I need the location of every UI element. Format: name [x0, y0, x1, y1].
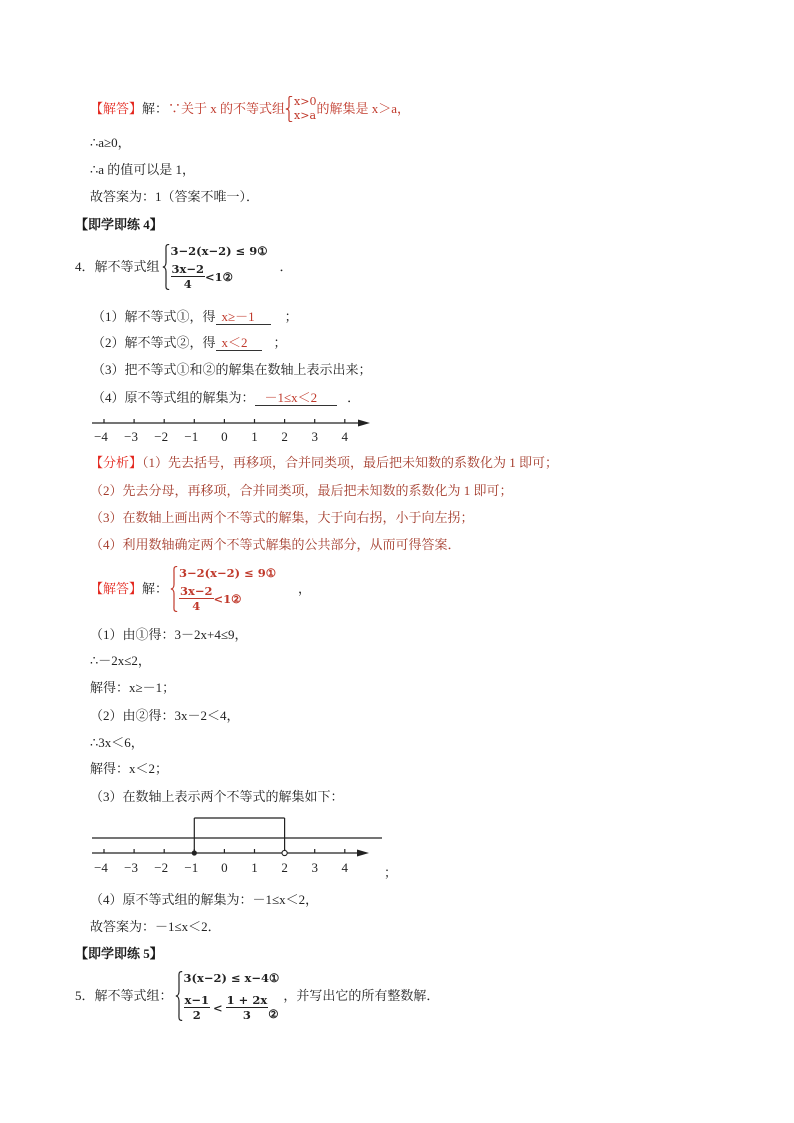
inequality-system — [285, 96, 316, 122]
solution-line: （3）在数轴上表示两个不等式的解集如下： — [90, 789, 344, 804]
fraction-denominator: 2 — [192, 1008, 201, 1022]
step-1 — [92, 309, 298, 325]
tick-label: 4 — [341, 429, 349, 444]
system-row-2: x>a — [294, 109, 317, 122]
axis-arrow-icon — [358, 420, 370, 427]
tick-label: −4 — [94, 860, 108, 875]
analysis-text: （1）先去括号，再移项，合并同类项，最后把未知数的系数化为 1 即可； — [142, 455, 559, 470]
fraction — [171, 263, 206, 290]
step-answer: x≥－1 — [216, 310, 271, 325]
step-4 — [92, 390, 360, 406]
practice-heading: 【即学即练 4】 — [75, 217, 163, 232]
answer-intro: 解： — [142, 101, 169, 116]
fraction-numerator: 1 + 2x — [226, 993, 268, 1007]
comparison-operator: < — [213, 1000, 223, 1015]
problem-prompt: 解不等式组： — [94, 988, 173, 1003]
solution-line: （1）由①得：3－2x+4≤9， — [90, 627, 248, 642]
answer-line: 故答案为：1（答案不唯一）． — [90, 189, 260, 204]
system-rows — [171, 244, 268, 290]
step-answer: x＜2 — [216, 336, 262, 351]
left-brace-icon — [162, 244, 170, 290]
tick-label: 3 — [311, 860, 318, 875]
system-row-2 — [171, 263, 268, 290]
closed-dot — [192, 850, 197, 855]
analysis-line-1 — [90, 455, 558, 471]
number-line-trailing-mark: ； — [384, 865, 398, 880]
inequality-system — [162, 244, 268, 290]
system-row-1: x>0 — [294, 95, 317, 108]
system-row-2-rest: <1② — [205, 269, 233, 284]
solution-line: 解得：x≥－1； — [90, 680, 176, 695]
tick-label: −4 — [94, 429, 108, 444]
system-row-1: 3−2(x−2) ≤ 9① — [170, 244, 268, 258]
problem-suffix: ，并写出它的所有整数解． — [283, 988, 440, 1003]
system-rows — [184, 971, 280, 1021]
solution-header-end: ， — [298, 581, 312, 596]
left-brace-icon — [285, 96, 293, 122]
system-row-2 — [179, 585, 276, 612]
analysis-label: 【分析】 — [90, 455, 143, 470]
solution-line: 解得：x＜2； — [90, 761, 169, 776]
solution-line: （2）由②得：3x－2＜4， — [90, 708, 240, 723]
system-rows — [294, 96, 316, 122]
prev-answer-line — [90, 95, 410, 123]
fraction-left — [184, 994, 211, 1021]
step-2 — [92, 335, 287, 351]
left-brace-icon — [170, 566, 178, 612]
open-dot — [282, 850, 287, 855]
fraction-denominator: 3 — [242, 1008, 251, 1022]
tick-label: 1 — [251, 429, 258, 444]
solution-intro: 解： — [142, 581, 169, 596]
fraction-denominator: 4 — [192, 599, 201, 613]
tick-label: 1 — [251, 860, 258, 875]
step-text: （1）解不等式①，得 — [92, 309, 216, 324]
inequality-system — [170, 566, 276, 612]
tick-label: 2 — [281, 429, 288, 444]
step-end: ； — [273, 335, 287, 350]
system-row-2 — [184, 994, 280, 1021]
left-brace-icon — [175, 971, 183, 1021]
answer-line: ∴a 的值可以是 1， — [90, 162, 196, 177]
system-row-1: 3(x−2) ≤ x−4① — [183, 971, 280, 985]
tick-label: 0 — [221, 860, 228, 875]
answer-line: ∴a≥0， — [90, 135, 131, 150]
step-end: ； — [284, 309, 298, 324]
fraction-right — [226, 994, 269, 1021]
problem-4-statement — [75, 243, 293, 291]
fraction-denominator: 4 — [183, 277, 192, 291]
statement-end: ． — [279, 259, 293, 274]
problem-prompt: 解不等式组 — [94, 259, 160, 274]
tick-label: −2 — [154, 429, 169, 444]
solution-final-line: 故答案为：－1≤x＜2． — [90, 919, 221, 934]
system-rows — [179, 566, 276, 612]
solution-final-line: （4）原不等式组的解集为：－1≤x＜2， — [90, 892, 319, 907]
inequality-marker: ② — [268, 1006, 279, 1021]
tick-label: −3 — [124, 860, 139, 875]
problem-5-statement — [75, 970, 439, 1022]
tick-label: 3 — [311, 429, 318, 444]
fraction-numerator: 3x−2 — [171, 262, 205, 276]
solution-line: ∴－2x≤2， — [90, 653, 151, 668]
inequality-system — [175, 971, 280, 1021]
answer-lead: ∵关于 x 的不等式组 — [168, 101, 286, 116]
tick-label: 2 — [281, 860, 288, 875]
problem-number: 5． — [75, 988, 95, 1003]
tick-label: 4 — [341, 860, 349, 875]
solution-line: ∴3x＜6， — [90, 735, 144, 750]
step-text: （3）把不等式①和②的解集在数轴上表示出来； — [92, 362, 372, 377]
fraction-numerator: 3x−2 — [180, 584, 213, 598]
tick-label: −1 — [184, 429, 199, 444]
tick-label: −2 — [154, 860, 169, 875]
solution-header — [90, 565, 311, 613]
problem-number: 4． — [75, 259, 95, 274]
analysis-line: （4）利用数轴确定两个不等式解集的公共部分，从而可得答案． — [90, 537, 461, 552]
step-answer: －1≤x＜2 — [255, 391, 338, 406]
system-row-1: 3−2(x−2) ≤ 9① — [179, 566, 277, 580]
solution-label: 【解答】 — [90, 581, 143, 596]
analysis-line: （2）先去分母，再移项，合并同类项，最后把未知数的系数化为 1 即可； — [90, 483, 513, 498]
axis-arrow-icon — [357, 850, 369, 857]
number-line — [85, 410, 375, 448]
solution-number-line — [85, 810, 390, 876]
fraction-numerator: x−1 — [184, 993, 210, 1007]
step-text: （4）原不等式组的解集为： — [92, 390, 255, 405]
step-text: （2）解不等式②，得 — [92, 335, 216, 350]
tick-label: −3 — [124, 429, 139, 444]
system-row-2-rest: <1② — [213, 591, 242, 606]
answer-tail: 的解集是 x＞a， — [316, 101, 410, 116]
tick-label: −1 — [184, 860, 199, 875]
fraction — [179, 585, 214, 612]
answer-label: 【解答】 — [90, 101, 143, 116]
step-end: ． — [347, 390, 361, 405]
step-3 — [92, 362, 372, 378]
analysis-line: （3）在数轴上画出两个不等式的解集，大于向右拐，小于向左拐； — [90, 510, 474, 525]
tick-label: 0 — [221, 429, 228, 444]
practice-heading: 【即学即练 5】 — [75, 946, 163, 961]
